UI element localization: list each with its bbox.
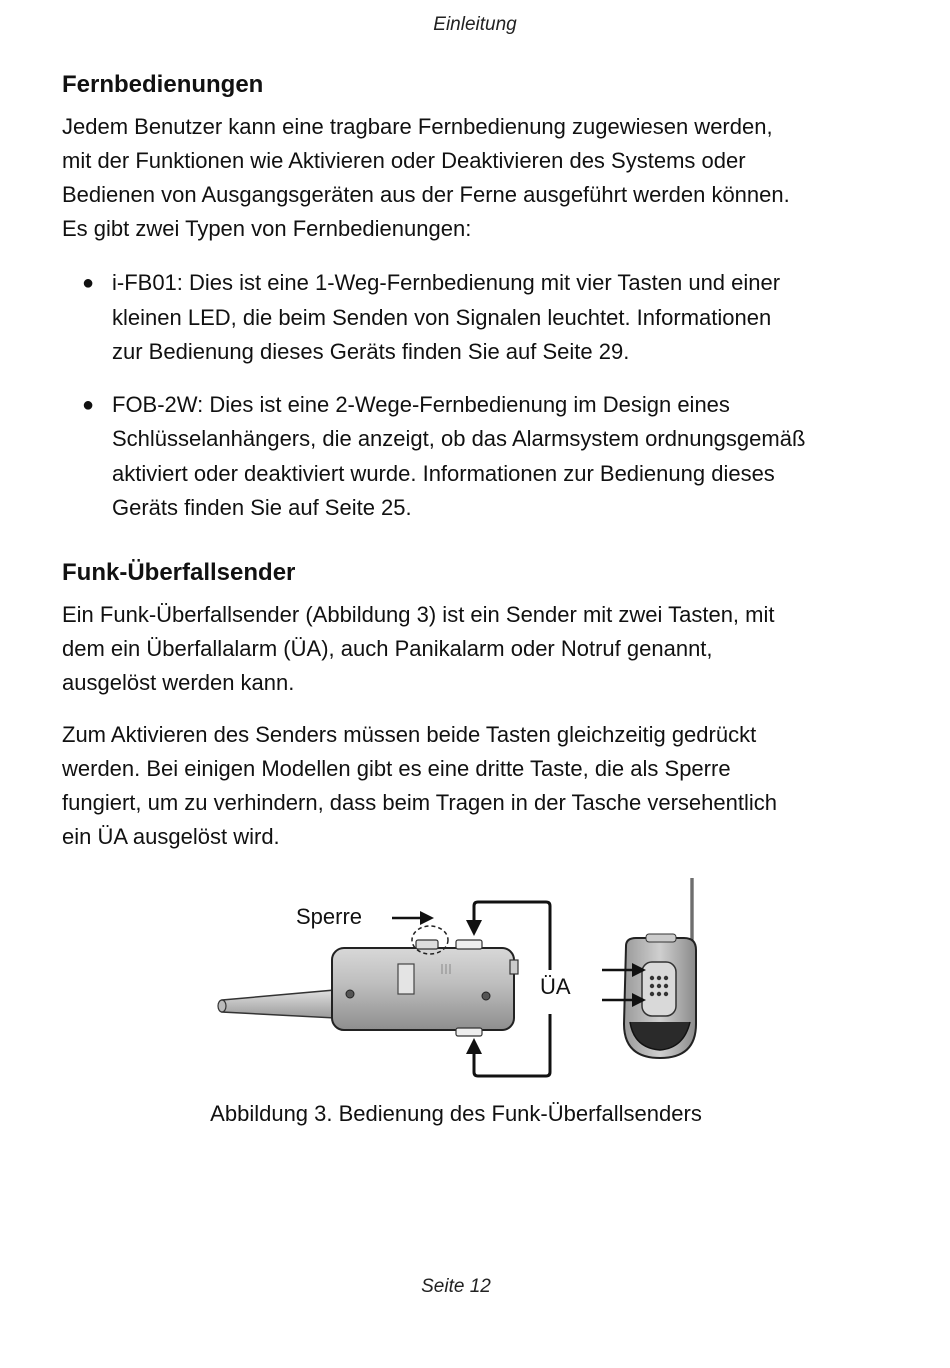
lock-arrow — [392, 911, 434, 925]
text-line: i-FB01: Dies ist eine 1-Weg-Fernbedienung mit vier Tasten und einer — [112, 270, 781, 295]
text-line: Zum Aktivieren des Senders müssen beide Tasten gleichzeitig gedrückt — [62, 722, 757, 747]
text-line: aktiviert oder deaktiviert wurde. Informationen zur Bedienung dieses — [112, 460, 775, 486]
section-heading-remote-controls: Fernbedienungen — [62, 71, 264, 98]
text-line: ausgelöst werden kann. — [62, 670, 295, 695]
text-line: mit der Funktionen wie Aktivieren oder Deaktivieren des Systems oder — [62, 148, 746, 173]
text-line: fungiert, um zu verhindern, dass beim Tragen in der Tasche versehentlich — [62, 790, 777, 815]
panic-paragraph-2 — [62, 718, 862, 854]
text-line: Bedienen von Ausgangsgeräten aus der Ferne ausgeführt werden können. — [62, 182, 790, 207]
panic-label: ÜA — [540, 974, 571, 999]
figure-caption: Abbildung 3. Bedienung des Funk-Überfallsenders — [210, 1101, 702, 1126]
transmitter-body — [332, 926, 518, 1036]
text-line: zur Bedienung dieses Geräts finden Sie auf Seite 29. — [112, 339, 630, 364]
text-line: Geräts finden Sie auf Seite 25. — [112, 495, 412, 520]
intro-paragraph — [62, 110, 862, 246]
text-line: FOB-2W: Dies ist eine 2-Wege-Fernbedienung im Design eines — [112, 391, 730, 417]
transmitter-antenna — [218, 990, 335, 1018]
bullet-icon: ● — [82, 393, 95, 416]
text-line: ein ÜA ausgelöst wird. — [62, 824, 280, 849]
text-line: Jedem Benutzer kann eine tragbare Fernbedienung zugewiesen werden, — [62, 114, 773, 139]
text-line: werden. Bei einigen Modellen gibt es eine dritte Taste, die als Sperre — [62, 756, 731, 781]
text-line: Ein Funk-Überfallsender (Abbildung 3) ist ein Sender mit zwei Tasten, mit — [62, 602, 775, 627]
bullet-icon: ● — [82, 272, 95, 294]
text-line: Es gibt zwei Typen von Fernbedienungen: — [62, 216, 472, 241]
list-item — [62, 266, 882, 370]
page-number: Seite 12 — [421, 1276, 491, 1297]
section-heading-panic-transmitter: Funk-Überfallsender — [62, 559, 296, 586]
list-item — [62, 388, 882, 526]
lock-label: Sperre — [296, 904, 363, 929]
text-line: kleinen LED, die beim Senden von Signalen leuchtet. Informationen — [112, 304, 772, 330]
running-header: Einleitung — [433, 14, 517, 35]
panic-transmitter-illustration — [210, 872, 710, 1082]
text-line: Schlüsselanhängers, die anzeigt, ob das Alarmsystem ordnungsgemäß — [112, 426, 806, 451]
panic-transmitter-figure — [210, 872, 710, 1082]
text-line: dem ein Überfallalarm (ÜA), auch Panikalarm oder Notruf genannt, — [62, 636, 713, 661]
panic-paragraph-1 — [62, 598, 862, 700]
remote-types-list — [62, 266, 882, 526]
